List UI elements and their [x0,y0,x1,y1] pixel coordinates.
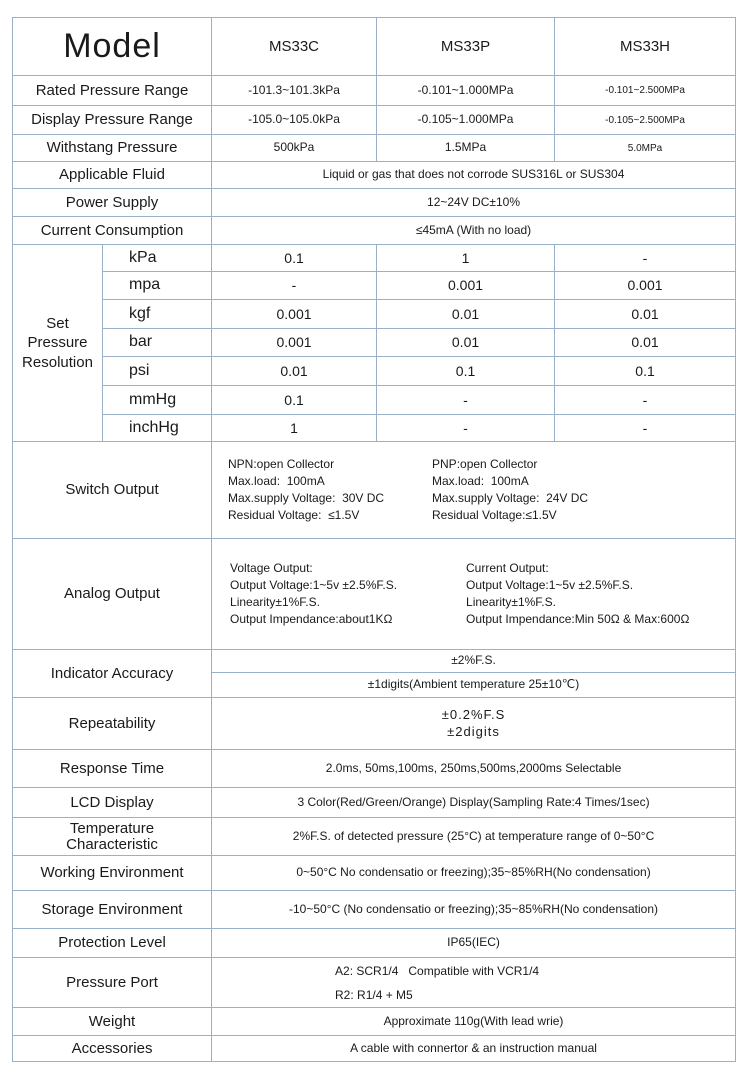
display-pressure-ms33p: -0.105~1.000MPa [377,106,555,135]
current-row [13,217,736,245]
weight-row [13,1008,736,1036]
resolution-ms33p: 1 [377,245,555,272]
voltage-output-line: Output Voltage:1~5v ±2.5%F.S. [230,578,398,593]
resolution-ms33p: - [377,415,555,442]
protection-value: IP65(IEC) [212,929,736,958]
resolution-ms33h: 0.01 [555,300,736,329]
rated-pressure-row [13,76,736,106]
response-value: 2.0ms, 50ms,100ms, 250ms,500ms,2000ms Selectable [212,750,736,788]
resolution-ms33p: 0.01 [377,300,555,329]
weight-label: Weight [13,1008,212,1036]
display-pressure-row [13,106,736,135]
resolution-ms33h: - [555,245,736,272]
withstand-label: Withstang Pressure [13,135,212,162]
resolution-unit: mpa [103,272,212,300]
resolution-ms33p: 0.01 [377,329,555,357]
display-pressure-ms33c: -105.0~105.0kPa [212,106,377,135]
voltage-output-line: Linearity±1%F.S. [230,595,320,609]
analog-output-label: Analog Output [13,539,212,650]
rated-pressure-ms33h: -0.101~2.500MPa [555,76,736,106]
resolution-row [13,415,736,442]
withstand-row [13,135,736,162]
temperature-row [13,818,736,856]
analog-output-row [13,539,736,650]
power-value: 12~24V DC±10% [212,189,736,217]
lcd-label: LCD Display [13,788,212,818]
indicator-label: Indicator Accuracy [13,650,212,698]
pnp-block [432,456,588,523]
response-label: Response Time [13,750,212,788]
current-output-line: Linearity±1%F.S. [466,595,556,609]
working-label: Working Environment [13,856,212,891]
resolution-unit: psi [103,357,212,386]
withstand-ms33p: 1.5MPa [377,135,555,162]
temperature-value: 2%F.S. of detected pressure (25°C) at temperature range of 0~50°C [212,818,736,856]
working-value: 0~50°C No condensatio or freezing);35~85%RH(No condensation) [212,856,736,891]
temperature-label-line: Temperature [69,819,155,837]
rated-pressure-ms33c: -101.3~101.3kPa [212,76,377,106]
current-output-line: Output Voltage:1~5v ±2.5%F.S. [466,578,634,593]
switch-output-row [13,442,736,539]
accessories-label: Accessories [13,1036,212,1062]
resolution-ms33h: - [555,386,736,415]
port-row [13,958,736,1008]
resolution-unit: bar [103,329,212,357]
resolution-label-line: Pressure [27,334,88,352]
voltage-output-block [230,560,466,627]
resolution-ms33p: - [377,386,555,415]
weight-value: Approximate 110g(With lead wrie) [212,1008,736,1036]
repeatability-value [212,698,736,750]
npn-block [228,456,432,523]
display-pressure-ms33h: -0.105~2.500MPa [555,106,736,135]
indicator-value-2: ±1digits(Ambient temperature 25±10℃) [212,673,736,698]
lcd-value: 3 Color(Red/Green/Orange) Display(Sampling Rate:4 Times/1sec) [212,788,736,818]
resolution-ms33p: 0.001 [377,272,555,300]
protection-row [13,929,736,958]
power-label: Power Supply [13,189,212,217]
accessories-value: A cable with connertor & an instruction manual [212,1036,736,1062]
resolution-label-line: Resolution [22,353,93,371]
fluid-value: Liquid or gas that does not corrode SUS316L or SUS304 [212,162,736,189]
withstand-ms33h: 5.0MPa [555,135,736,162]
resolution-ms33h: 0.001 [555,272,736,300]
working-row [13,856,736,891]
voltage-output-line: Voltage Output: [230,561,313,576]
current-output-block [466,560,689,627]
header-row [13,18,736,76]
temperature-label [13,818,212,856]
resolution-ms33c: 0.1 [212,386,377,415]
current-output-line: Current Output: [466,561,549,576]
npn-line: NPN:open Collector [228,457,335,472]
resolution-ms33c: - [212,272,377,300]
indicator-value-1: ±2%F.S. [212,650,736,673]
npn-line: Residual Voltage: ≤1.5V [228,507,360,522]
resolution-unit: kgf [103,300,212,329]
rated-pressure-label: Rated Pressure Range [13,76,212,106]
resolution-ms33c: 1 [212,415,377,442]
resolution-unit: mmHg [103,386,212,415]
resolution-ms33c: 0.001 [212,300,377,329]
current-label: Current Consumption [13,217,212,245]
power-row [13,189,736,217]
temperature-label-line: Characteristic [66,835,158,853]
protection-label: Protection Level [13,929,212,958]
lcd-row [13,788,736,818]
repeatability-line: ±0.2%F.S [441,706,506,722]
storage-label: Storage Environment [13,891,212,929]
model-ms33h: MS33H [555,18,736,76]
model-ms33p: MS33P [377,18,555,76]
model-ms33c: MS33C [212,18,377,76]
port-label: Pressure Port [13,958,212,1008]
pnp-line: Residual Voltage:≤1.5V [432,507,557,522]
port-line: R2: R1/4 + M5 [335,987,413,1002]
response-row [13,750,736,788]
switch-output-value [212,442,736,539]
repeatability-row [13,698,736,750]
resolution-ms33c: 0.01 [212,357,377,386]
resolution-ms33c: 0.1 [212,245,377,272]
resolution-row [13,386,736,415]
resolution-unit: kPa [103,245,212,272]
fluid-label: Applicable Fluid [13,162,212,189]
model-title: Model [13,18,212,76]
npn-line: Max.load: 100mA [228,474,325,489]
analog-output-value [212,539,736,650]
resolution-ms33p: 0.1 [377,357,555,386]
port-value [212,958,736,1008]
resolution-row [13,357,736,386]
pnp-line: PNP:open Collector [432,457,538,472]
withstand-ms33c: 500kPa [212,135,377,162]
resolution-unit: inchHg [103,415,212,442]
resolution-ms33h: - [555,415,736,442]
spec-table [12,17,736,1062]
current-output-line: Output Impendance:Min 50Ω & Max:600Ω [466,611,690,626]
repeatability-line: ±2digits [447,723,500,739]
resolution-ms33h: 0.1 [555,357,736,386]
port-line: A2: SCR1/4 Compatible with VCR1/4 [335,963,540,978]
storage-row [13,891,736,929]
resolution-row [13,300,736,329]
display-pressure-label: Display Pressure Range [13,106,212,135]
resolution-row [13,329,736,357]
rated-pressure-ms33p: -0.101~1.000MPa [377,76,555,106]
indicator-row [13,650,736,673]
resolution-label [13,245,103,442]
storage-value: -10~50°C (No condensatio or freezing);35~85%RH(No condensation) [212,891,736,929]
voltage-output-line: Output Impendance:about1KΩ [230,611,393,626]
accessories-row [13,1036,736,1062]
resolution-row [13,245,736,272]
fluid-row [13,162,736,189]
resolution-label-line: Set [46,314,69,332]
pnp-line: Max.supply Voltage: 24V DC [432,491,589,505]
switch-output-label: Switch Output [13,442,212,539]
current-value: ≤45mA (With no load) [212,217,736,245]
pnp-line: Max.load: 100mA [432,474,529,489]
resolution-ms33c: 0.001 [212,329,377,357]
repeatability-label: Repeatability [13,698,212,750]
resolution-row [13,272,736,300]
npn-line: Max.supply Voltage: 30V DC [228,491,385,505]
resolution-ms33h: 0.01 [555,329,736,357]
